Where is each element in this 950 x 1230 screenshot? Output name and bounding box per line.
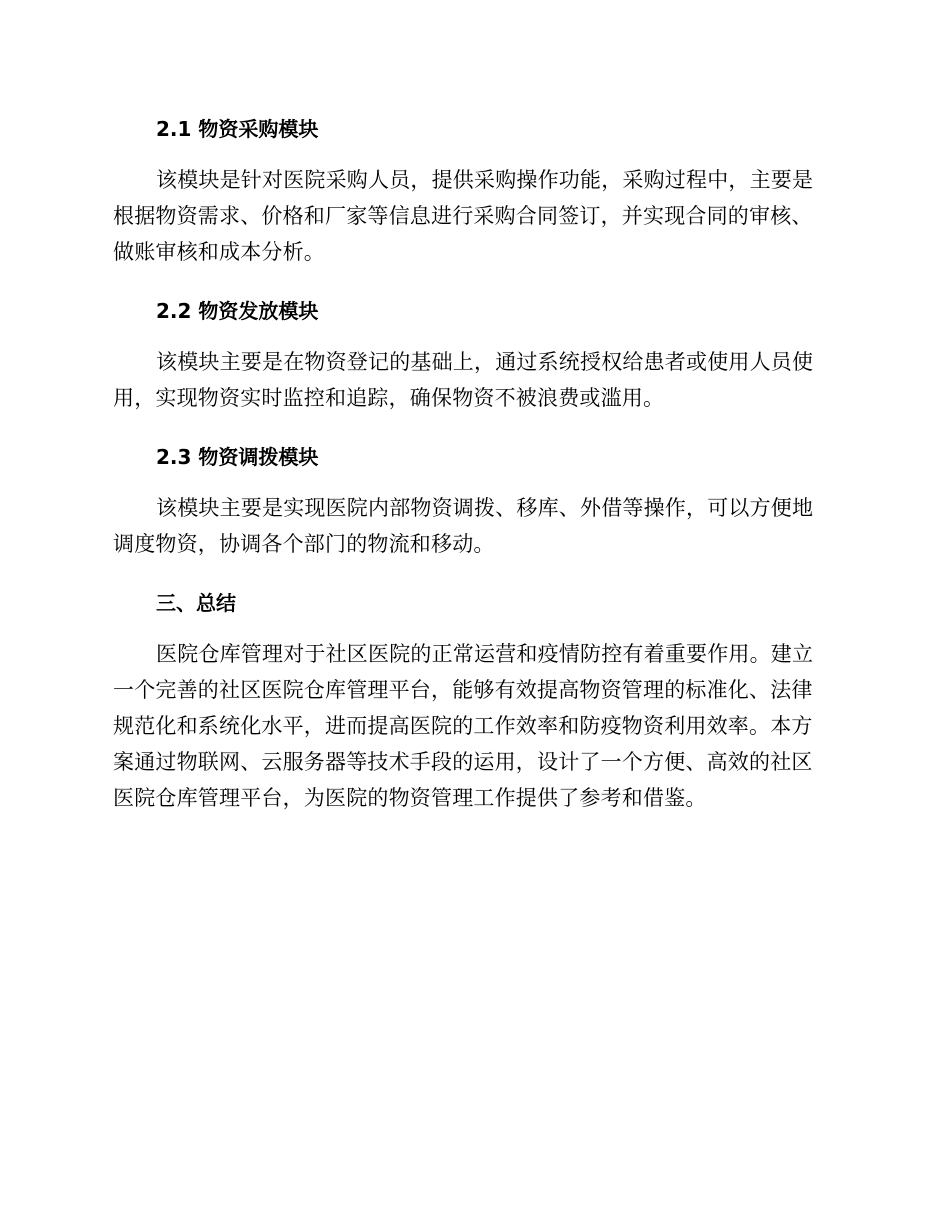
spacer xyxy=(113,562,831,585)
paragraph-line: 案通过物联网、云服务器等技术手段的运用，设计了一个方便、高效的社区 xyxy=(113,750,813,774)
document-body xyxy=(113,111,831,816)
paragraph-line: 该模块主要是在物资登记的基础上，通过系统授权给患者或使用人员使 xyxy=(156,350,814,374)
paragraph-line: 根据物资需求、价格和厂家等信息进行采购合同签订，并实现合同的审核、 xyxy=(113,204,813,228)
paragraph-line: 规范化和系统化水平，进而提高医院的工作效率和防疫物资利用效率。本方 xyxy=(113,714,813,738)
section-heading-2-1: 2.1 物资采购模块 xyxy=(156,117,319,141)
paragraph-2-1 xyxy=(113,162,831,270)
paragraph-line: 医院仓库管理平台，为医院的物资管理工作提供了参考和借鉴。 xyxy=(113,786,707,810)
paragraph-line: 做账审核和成本分析。 xyxy=(113,240,325,264)
section-heading-2-3: 2.3 物资调拨模块 xyxy=(156,445,319,469)
paragraph-line: 调度物资，协调各个部门的物流和移动。 xyxy=(113,532,495,556)
section-heading-summary: 三、总结 xyxy=(156,591,236,615)
spacer xyxy=(113,416,831,439)
paragraph-line: 一个完善的社区医院仓库管理平台，能够有效提高物资管理的标准化、法律 xyxy=(113,678,813,702)
paragraph-2-3 xyxy=(113,490,831,562)
paragraph-summary xyxy=(113,636,831,816)
paragraph-line: 该模块是针对医院采购人员，提供采购操作功能，采购过程中，主要是 xyxy=(156,168,814,192)
spacer xyxy=(113,329,831,344)
paragraph-line: 该模块主要是实现医院内部物资调拨、移库、外借等操作，可以方便地 xyxy=(156,496,814,520)
paragraph-line: 医院仓库管理对于社区医院的正常运营和疫情防控有着重要作用。建立 xyxy=(156,642,814,666)
section-heading-2-2: 2.2 物资发放模块 xyxy=(156,299,319,323)
paragraph-line: 用，实现物资实时监控和追踪，确保物资不被浪费或滥用。 xyxy=(113,386,665,410)
spacer xyxy=(113,475,831,490)
spacer xyxy=(113,147,831,162)
spacer xyxy=(113,621,831,636)
paragraph-2-2 xyxy=(113,344,831,416)
spacer xyxy=(113,270,831,293)
